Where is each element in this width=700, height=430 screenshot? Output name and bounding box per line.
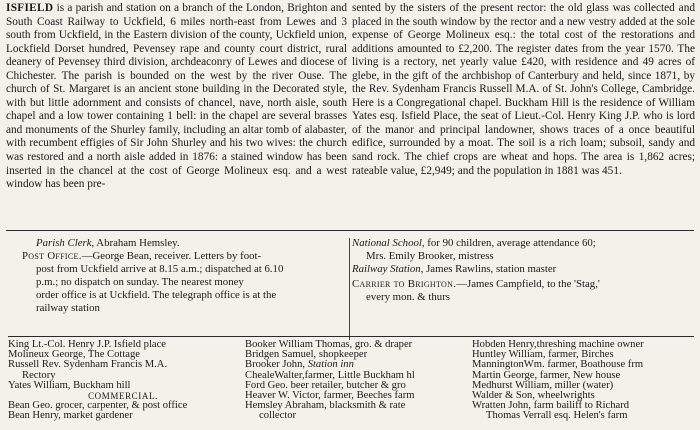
- list-item: Bean Geo. grocer, carpenter, & post office: [8, 400, 188, 412]
- list-item: ChealeWalter,farmer, Little Buckham hl: [245, 369, 415, 381]
- list-item: Hobden Henry,threshing machine owner: [472, 339, 644, 350]
- carrier-days-line: every mon. & thurs: [366, 291, 450, 303]
- parish-description-right: sented by the sisters of the present rector: the old glass was collected and placed in the south window by the rector and a new vestry added at the sole expense of George Molineux esq.: the total cost of the restorations and additions amounted to £2,200. The register dates from the year 1570. The living is a rectory, net yearly value £420, with residence and 49 acres of glebe, in the gift of the archbishop of Canterbury and held, since 1871, by the Rev. Sydenham Francis Russell M.A. of St. John's College, Cambridge. Here is a Congregational chapel. Buckham Hill is the residence of William Yates esq. Isfield Place, the seat of Lieut.-Col. Henry King J.P. who is lord of the manor and principal landowner, shows traces of a once beautiful edifice, surrounded by a moat. The soil is a rich loam; subsoil, sandy and sand rock. The chief crops are wheat and hops. The area is 1,862 acres; rateable value, £2,949; and the population in 1881 was 451.: [352, 2, 695, 177]
- list-item: Wratten John, farm bailiff to Richard: [472, 400, 630, 412]
- list-item: Huntley William, farmer, Birches: [472, 349, 614, 361]
- list-item: Bean Henry, market gardener: [8, 410, 133, 422]
- list-item: Hemsley Abraham, blacksmith & rate: [245, 400, 406, 412]
- parish-description-left: [6, 2, 347, 192]
- post-office-line-3: p.m.; no dispatch on sunday. The nearest money: [36, 276, 244, 288]
- list-item: Walder & Son, wheelwrights: [472, 390, 595, 402]
- list-item: Thomas Verrall esq. Helen's farm: [486, 410, 628, 422]
- list-item: Brooker John, Station inn: [245, 359, 354, 371]
- list-item: Martin George, farmer, New house: [472, 369, 621, 381]
- railway-station-line: Railway Station, James Rawlins, station master: [352, 263, 557, 275]
- parish-description-text: is a parish and station on a branch of the London, Brighton and South Coast Railway to Uckfield, 6 miles north-east from Lewes and 3 south from Uckfield, in the Eastern division of the county, Uckfield union, Lockfield Dorset hundred, Pevensey rape and county court district, rural deanery of Pevensey third division, archdeaconry of Lewes and diocese of Chichester. The parish is bounded on the west by the river Ouse. The church of St. Margaret is an ancient stone building in the Decorated style, with but little adornment and consists of chancel, nave, north aisle, south chapel and a low tower containing 1 bell: in the chapel are several brasses and monuments of the Shurley family, including an altar tomb of alabaster, with recumbent effigies of Sir John Shurley and his two wives: the church was restored and a north aisle added in 1876: a stained window has been inserted in the chancel at the cost of George Molineux esq. and a west window has been pre-: [6, 2, 347, 191]
- national-school-line: National School, for 90 children, average attendance 60;: [352, 237, 596, 249]
- section-divider-top: [6, 230, 694, 231]
- list-item: Medhurst William, miller (water): [472, 379, 614, 391]
- list-item: Rectory: [22, 369, 56, 381]
- list-item: Molineux George, The Cottage: [8, 349, 141, 361]
- post-office-line-4: order office is at Uckfield. The telegraph office is at the: [36, 289, 277, 301]
- school-mistress-line: Mrs. Emily Brooker, mistress: [366, 250, 494, 262]
- list-item: ManningtonWm. farmer, Boathouse frm: [472, 359, 644, 371]
- list-item: Yates William, Buckham hill: [8, 379, 131, 391]
- commercial-heading: COMMERCIAL.: [88, 391, 158, 402]
- section-divider-bottom: [8, 336, 694, 337]
- list-item: Heaver W. Victor, farmer, Beeches farm: [245, 390, 415, 402]
- list-item: King Lt.-Col. Henry J.P. Isfield place: [8, 339, 166, 350]
- post-office-line-1: Post Office.—George Bean, receiver. Letters by foot-: [22, 250, 262, 262]
- carrier-line: Carrier to Brighton.—James Campfield, to the 'Stag,': [352, 278, 600, 290]
- directory-column-b: [245, 340, 467, 422]
- list-item: collector: [259, 410, 297, 422]
- list-item: Ford Geo. beer retailer, butcher & gro: [245, 379, 406, 391]
- column-divider: [349, 238, 350, 340]
- post-office-line-2: post from Uckfield arrive at 8.15 a.m.; dispatched at 6.10: [36, 263, 284, 275]
- parish-clerk-line: Parish Clerk, Abraham Hemsley.: [36, 237, 180, 249]
- directory-column-a: [8, 340, 238, 422]
- directory-column-c: [472, 340, 698, 422]
- list-item: Booker William Thomas, gro. & draper: [245, 339, 413, 350]
- post-office-line-5: railway station: [36, 302, 100, 314]
- parish-name-heading: ISFIELD: [6, 2, 54, 14]
- list-item: Bridgen Samuel, shopkeeper: [245, 349, 368, 361]
- list-item: Russell Rev. Sydenham Francis M.A.: [8, 359, 168, 371]
